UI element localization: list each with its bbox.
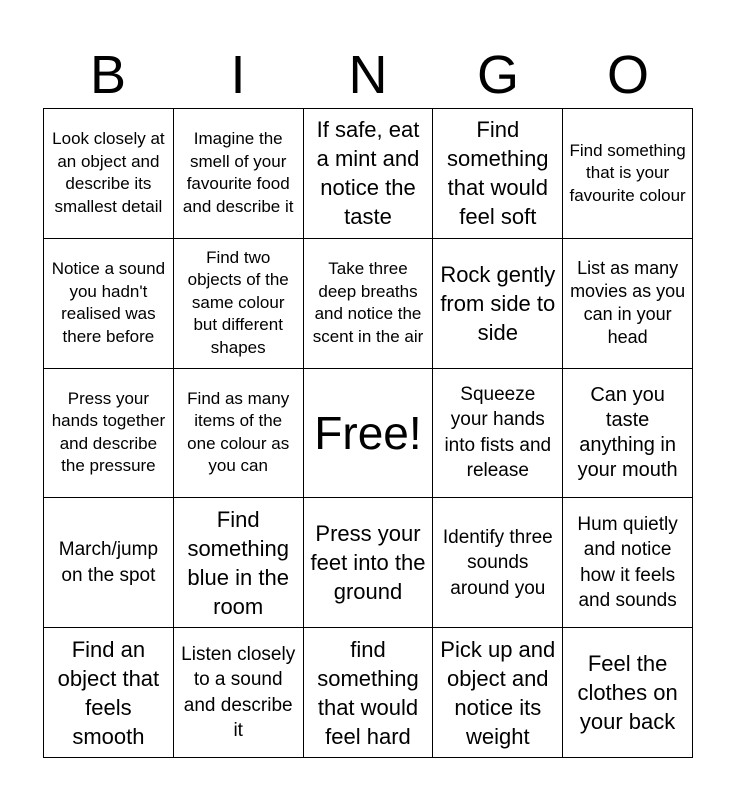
bingo-cell[interactable] bbox=[433, 109, 563, 239]
cell-text: Press your hands together and describe the pressure bbox=[51, 388, 166, 476]
cell-text: Squeeze your hands into fists and release bbox=[444, 383, 552, 482]
cell-text: Find an object that feels smooth bbox=[57, 636, 160, 749]
bingo-cell[interactable] bbox=[174, 628, 304, 758]
cell-text: Look closely at an object and describe its smallest detail bbox=[52, 129, 165, 216]
cell-text: Take three deep breaths and notice the scent in the air bbox=[312, 259, 424, 346]
bingo-cell[interactable] bbox=[44, 498, 174, 628]
cell-text: If safe, eat a mint and notice the taste bbox=[316, 117, 420, 230]
cell-text: Feel the clothes on your back bbox=[577, 651, 678, 735]
bingo-cell[interactable] bbox=[433, 369, 563, 499]
header-letter-b: B bbox=[89, 45, 127, 105]
bingo-cell[interactable] bbox=[304, 628, 434, 758]
bingo-cell[interactable] bbox=[44, 109, 174, 239]
bingo-cell[interactable] bbox=[44, 239, 174, 369]
cell-text: Can you taste anything in your mouth bbox=[577, 383, 678, 481]
bingo-cell[interactable] bbox=[304, 239, 434, 369]
bingo-cell[interactable] bbox=[304, 498, 434, 628]
bingo-cell[interactable] bbox=[174, 369, 304, 499]
header-letter-n: N bbox=[348, 45, 388, 105]
cell-text: Find something that is your favourite colour bbox=[569, 140, 686, 205]
cell-text: Find two objects of the same colour but different shapes bbox=[187, 247, 289, 357]
bingo-cell[interactable] bbox=[563, 628, 693, 758]
bingo-cell[interactable] bbox=[433, 628, 563, 758]
bingo-cell[interactable] bbox=[563, 109, 693, 239]
cell-text: Hum quietly and notice how it feels and sounds bbox=[577, 513, 678, 612]
cell-text: Find as many items of the one colour as you can bbox=[187, 388, 290, 476]
cell-text: Imagine the smell of your favourite food and describe it bbox=[182, 129, 294, 216]
bingo-header bbox=[43, 42, 693, 108]
bingo-grid bbox=[43, 108, 693, 758]
cell-text: Press your feet into the ground bbox=[310, 521, 426, 605]
bingo-cell[interactable] bbox=[44, 369, 174, 499]
bingo-cell[interactable] bbox=[563, 239, 693, 369]
cell-text: Listen closely to a sound and describe it bbox=[181, 643, 296, 742]
bingo-cell[interactable] bbox=[304, 109, 434, 239]
cell-text: Pick up and object and notice its weight bbox=[440, 636, 556, 749]
bingo-cell[interactable] bbox=[433, 239, 563, 369]
header-letter-g: G bbox=[476, 45, 519, 105]
bingo-cell[interactable] bbox=[433, 498, 563, 628]
free-text: Free! bbox=[314, 406, 422, 459]
cell-text: find something that would feel hard bbox=[317, 636, 419, 749]
cell-text: March/jump on the spot bbox=[58, 539, 159, 586]
header-letter-o: O bbox=[606, 45, 649, 105]
cell-text: Notice a sound you hadn't realised was there before bbox=[51, 259, 166, 346]
cell-text: Find something blue in the room bbox=[187, 506, 289, 619]
header-letter-i: I bbox=[230, 45, 246, 105]
free-cell[interactable] bbox=[304, 369, 434, 499]
cell-text: Identify three sounds around you bbox=[442, 526, 553, 599]
bingo-cell[interactable] bbox=[174, 109, 304, 239]
bingo-cell[interactable] bbox=[563, 369, 693, 499]
cell-text: Find something that would feel soft bbox=[447, 117, 549, 230]
cell-text: Rock gently from side to side bbox=[440, 261, 556, 345]
cell-text: List as many movies as you can in your head bbox=[570, 258, 686, 348]
bingo-cell[interactable] bbox=[174, 239, 304, 369]
bingo-cell[interactable] bbox=[563, 498, 693, 628]
bingo-cell[interactable] bbox=[174, 498, 304, 628]
bingo-cell[interactable] bbox=[44, 628, 174, 758]
